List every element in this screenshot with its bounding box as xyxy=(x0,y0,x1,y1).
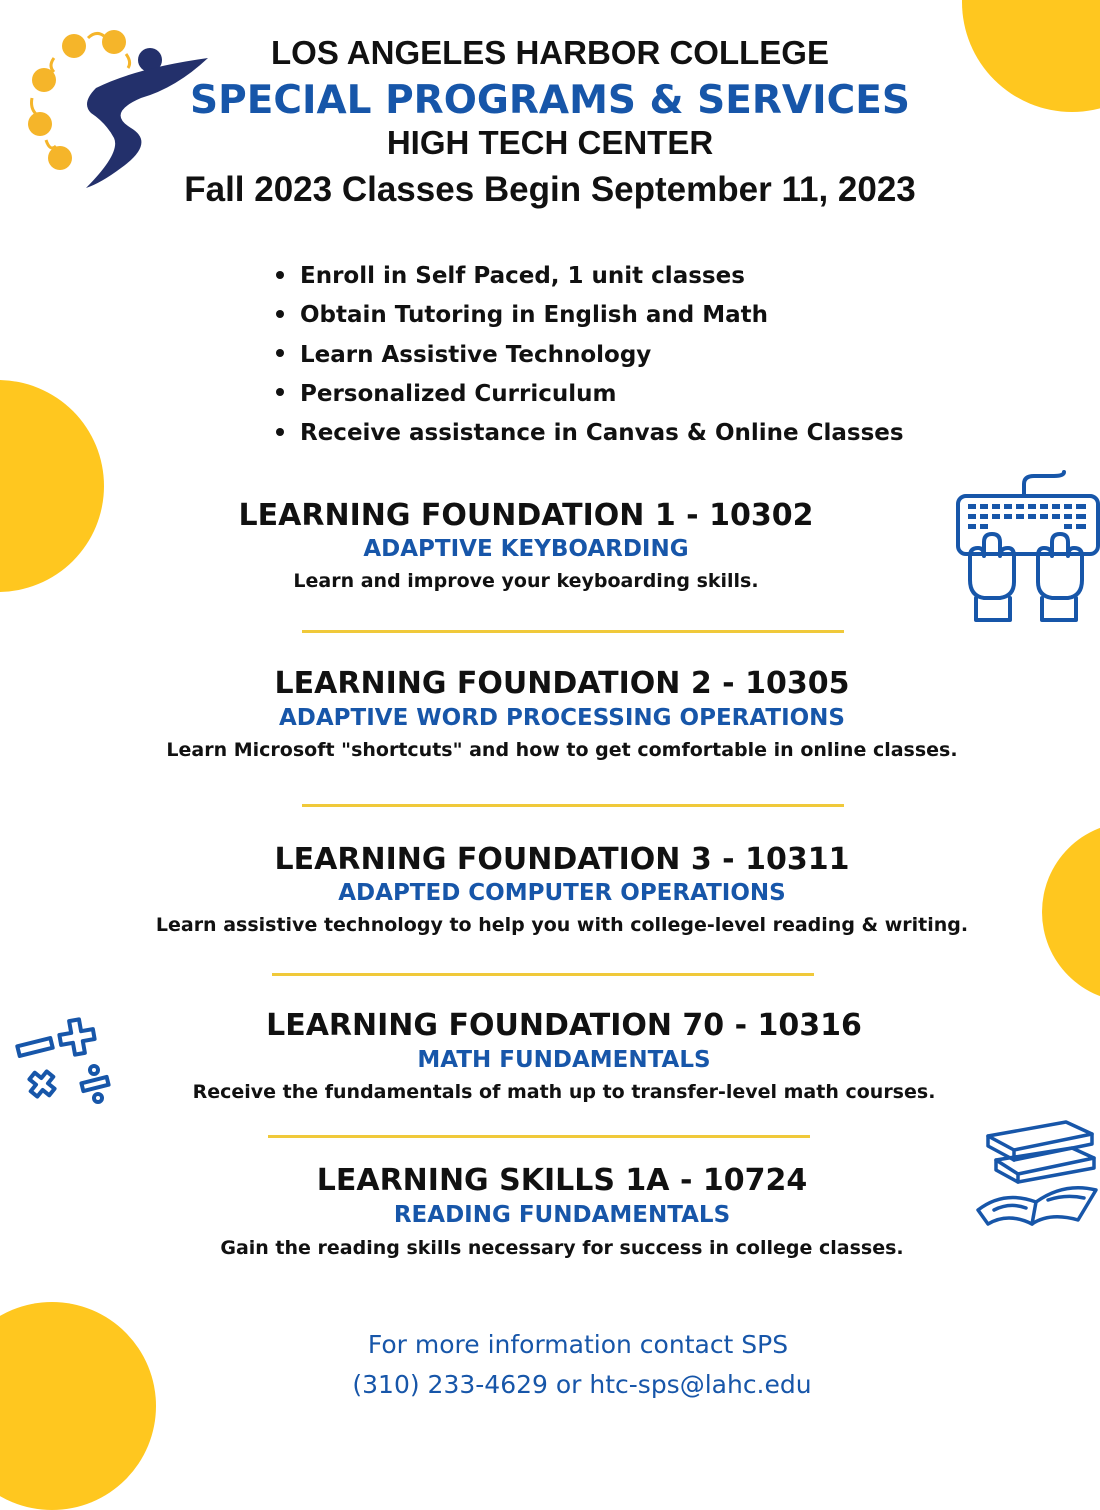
college-name: LOS ANGELES HARBOR COLLEGE xyxy=(271,34,829,71)
course-title-lf1: LEARNING FOUNDATION 1 - 10302 xyxy=(238,498,814,533)
math-symbols-icon xyxy=(14,1012,118,1116)
bullet-icon xyxy=(276,349,284,357)
course-desc-ls1a: Gain the reading skills necessary for success in college classes. xyxy=(220,1237,904,1259)
course-desc-lf70: Receive the fundamentals of math up to transfer-level math courses. xyxy=(192,1081,936,1103)
list-item: Obtain Tutoring in English and Math xyxy=(276,297,904,336)
course-title-lf2: LEARNING FOUNDATION 2 - 10305 xyxy=(274,666,850,701)
course-title-lf70: LEARNING FOUNDATION 70 - 10316 xyxy=(266,1008,862,1043)
list-item: Learn Assistive Technology xyxy=(276,337,904,376)
section-divider xyxy=(302,630,844,633)
bullet-icon xyxy=(276,388,284,396)
course-desc-lf3: Learn assistive technology to help you with college-level reading & writing. xyxy=(155,914,969,936)
course-title-ls1a: LEARNING SKILLS 1A - 10724 xyxy=(316,1163,808,1198)
course-subtitle-ls1a: READING FUNDAMENTALS xyxy=(393,1202,731,1228)
contact-details: (310) 233-4629 or htc-sps@lahc.edu xyxy=(352,1370,812,1399)
list-item: Personalized Curriculum xyxy=(276,376,904,415)
benefits-list xyxy=(276,258,904,454)
course-subtitle-lf3: ADAPTED COMPUTER OPERATIONS xyxy=(338,880,786,906)
bullet-icon xyxy=(276,271,284,279)
term-start: Fall 2023 Classes Begin September 11, 2023 xyxy=(184,170,916,209)
bullet-icon xyxy=(276,428,284,436)
section-divider xyxy=(272,973,814,976)
program-name: SPECIAL PROGRAMS & SERVICES xyxy=(190,78,910,123)
course-desc-lf1: Learn and improve your keyboarding skills. xyxy=(293,570,759,592)
bullet-icon xyxy=(276,310,284,318)
course-subtitle-lf2: ADAPTIVE WORD PROCESSING OPERATIONS xyxy=(278,705,845,731)
keyboard-hands-icon xyxy=(954,472,1100,624)
course-subtitle-lf1: ADAPTIVE KEYBOARDING xyxy=(363,536,689,562)
course-desc-lf2: Learn Microsoft "shortcuts" and how to get comfortable in online classes. xyxy=(166,739,958,761)
section-divider xyxy=(302,804,844,807)
center-name: HIGH TECH CENTER xyxy=(386,124,714,161)
list-item: Enroll in Self Paced, 1 unit classes xyxy=(276,258,904,297)
books-icon xyxy=(974,1116,1100,1228)
section-divider xyxy=(268,1135,810,1138)
course-title-lf3: LEARNING FOUNDATION 3 - 10311 xyxy=(274,842,850,877)
course-subtitle-lf70: MATH FUNDAMENTALS xyxy=(417,1047,711,1073)
list-item: Receive assistance in Canvas & Online Classes xyxy=(276,415,904,454)
contact-line: For more information contact SPS xyxy=(367,1330,789,1359)
